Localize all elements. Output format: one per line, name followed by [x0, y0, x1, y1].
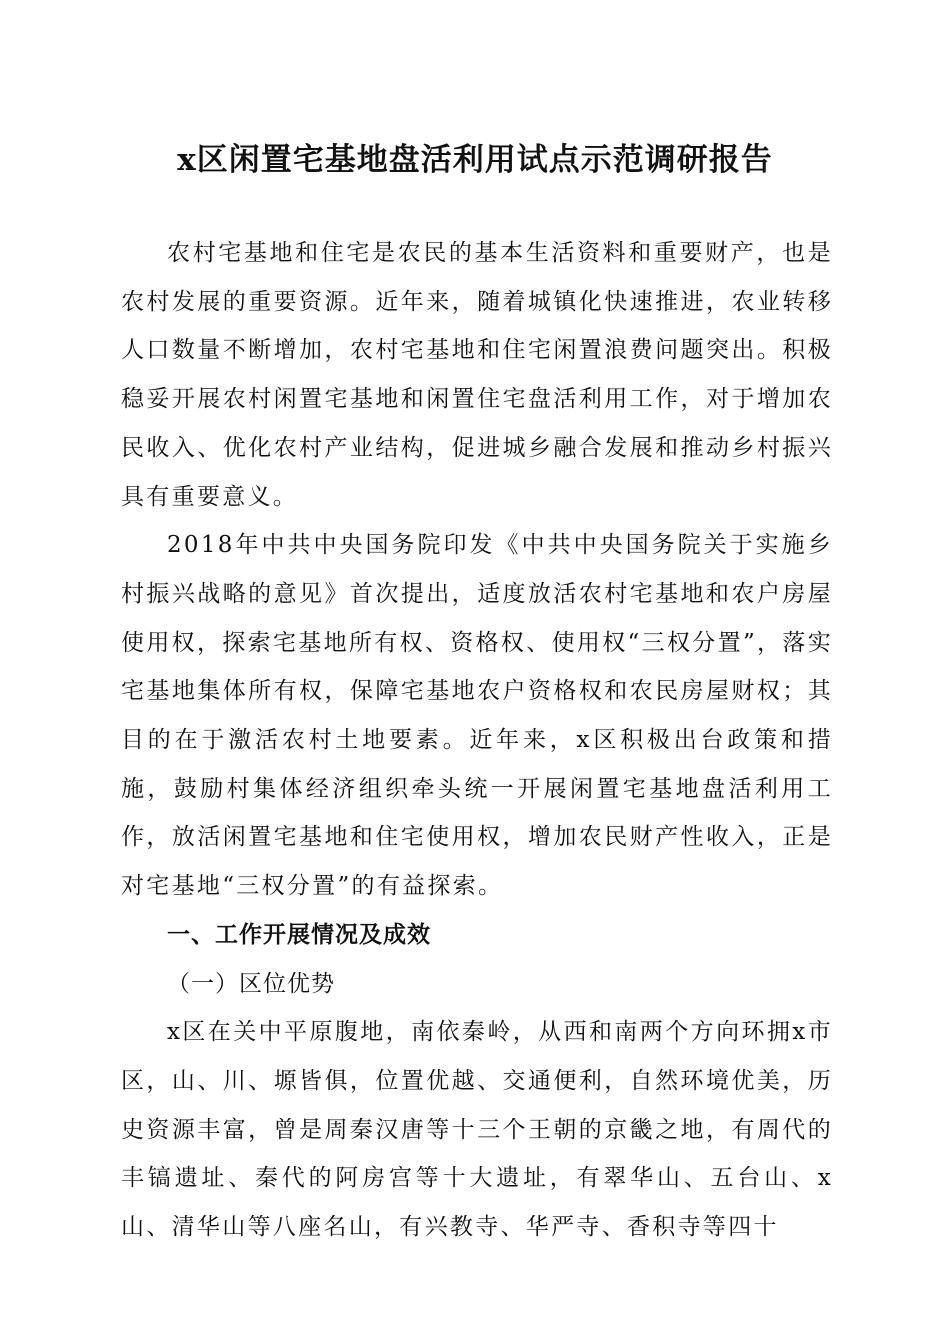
document-title: x区闲置宅基地盘活利用试点示范调研报告	[177, 142, 773, 178]
section-heading-work-progress: 一、工作开展情况及成效	[167, 921, 431, 948]
paragraph-policy: 2018年中共中央国务院印发《中共中央国务院关于实施乡村振兴战略的意见》首次提出，适度放活农村宅基地和农户房屋使用权，探索宅基地所有权、资格权、使用权“三权分置”，落实宅基地集体所有权，保障宅基地农户资格权和农民房屋财权；其目的在于激活农村土地要素。近年来，x区积极出台政策和措施，鼓励村集体经济组织牵头统一开展闲置宅基地盘活利用工作，放活闲置宅基地和住宅使用权，增加农民财产性收入，正是对宅基地“三权分置”的有益探索。	[121, 532, 833, 900]
document-body	[121, 229, 833, 1252]
paragraph-location: x区在关中平原腹地，南依秦岭，从西和南两个方向环拥x市区，山、川、塬皆俱，位置优越、交通便利，自然环境优美，历史资源丰富，曾是周秦汉唐等十三个王朝的京畿之地，有周代的丰镐遗址、秦代的阿房宫等十大遗址，有翠华山、五台山、x山、清华山等八座名山，有兴教寺、华严寺、香积寺等四十	[121, 1019, 833, 1241]
paragraph-intro: 农村宅基地和住宅是农民的基本生活资料和重要财产，也是农村发展的重要资源。近年来，随着城镇化快速推进，农业转移人口数量不断增加，农村宅基地和住宅闲置浪费问题突出。积极稳妥开展农村闲置宅基地和闲置住宅盘活利用工作，对于增加农民收入、优化农村产业结构，促进城乡融合发展和推动乡村振兴具有重要意义。	[121, 240, 833, 510]
subsection-heading-location: （一）区位优势	[167, 970, 335, 997]
